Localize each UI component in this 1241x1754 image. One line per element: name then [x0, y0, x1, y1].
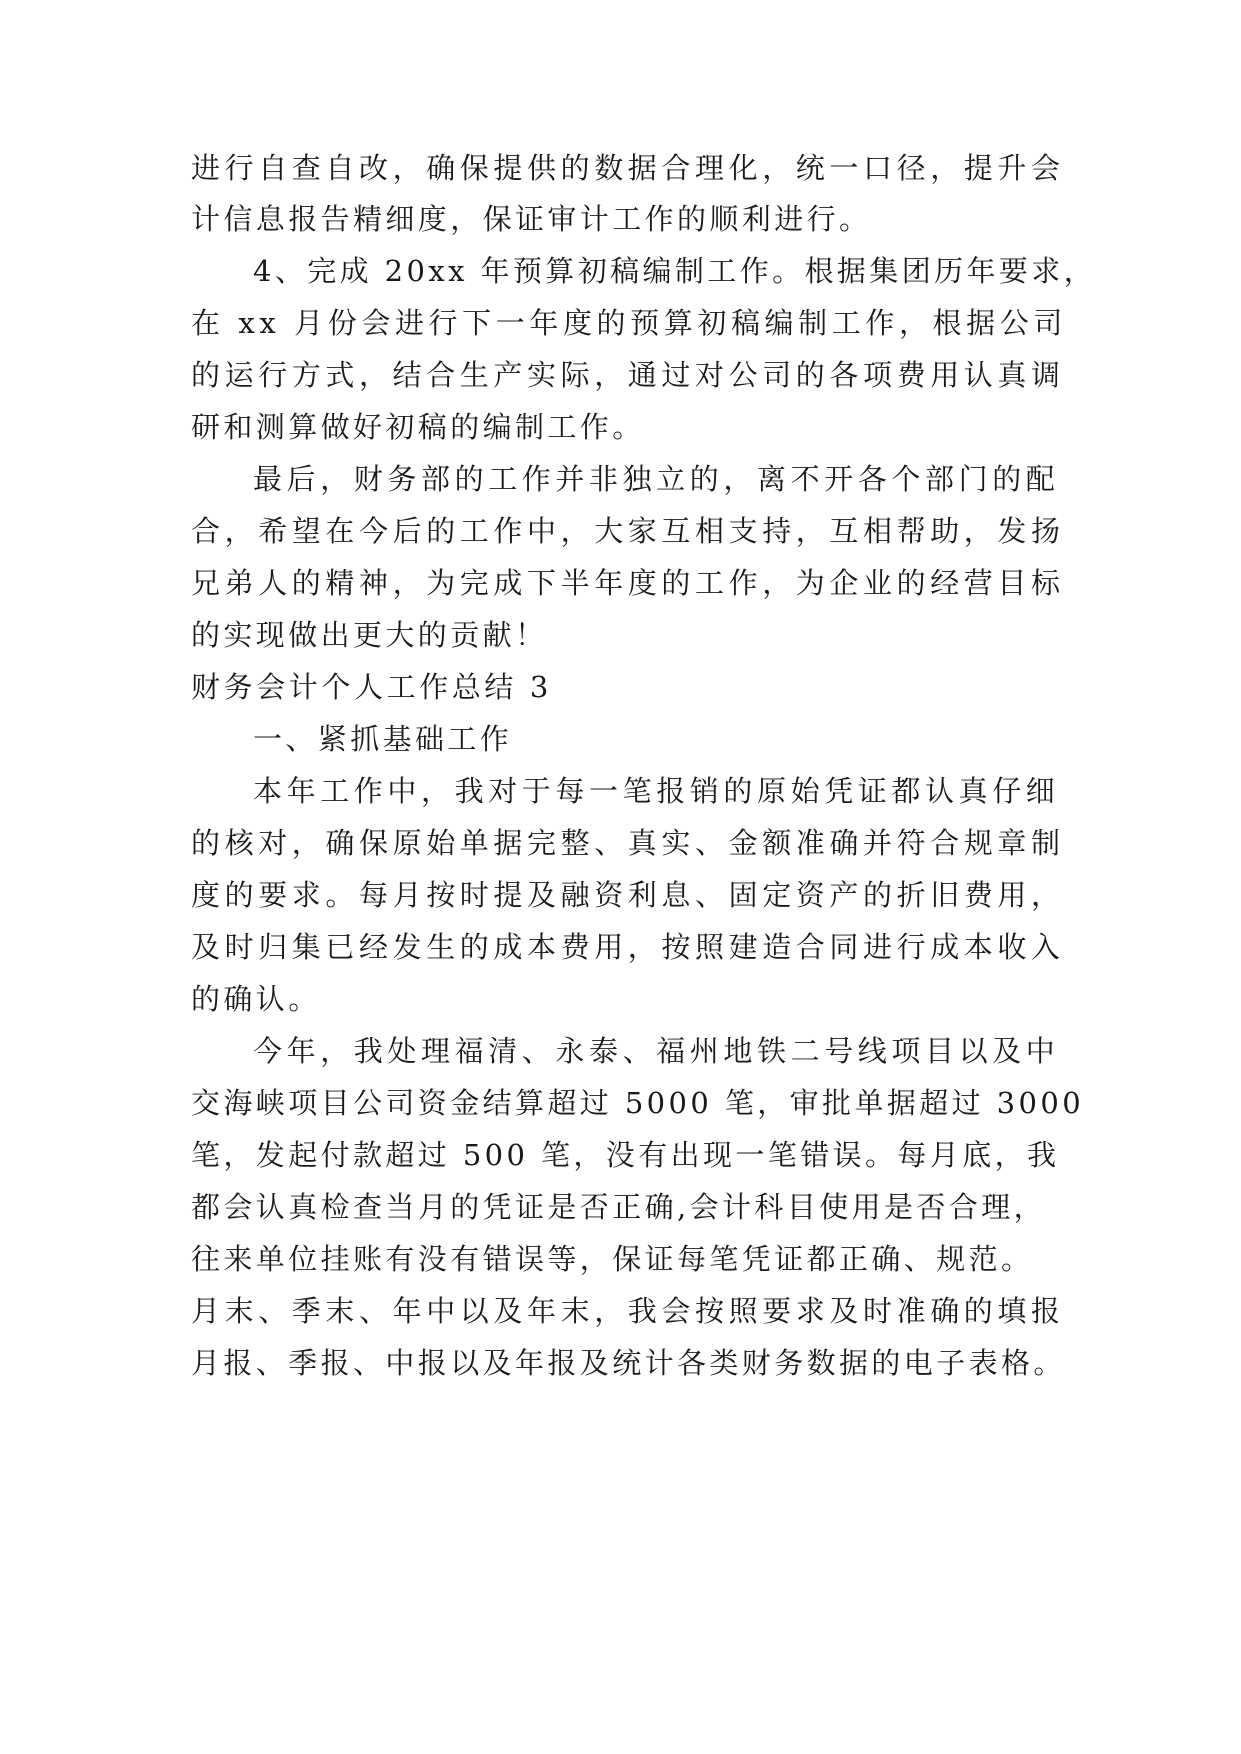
paragraph-line: 今年，我处理福清、永泰、福州地铁二号线项目以及中 — [253, 1034, 1060, 1068]
paragraph-line: 兄弟人的精神，为完成下半年度的工作，为企业的经营目标 — [191, 566, 1065, 600]
paragraph-line: 笔，发起付款超过 500 笔，没有出现一笔错误。每月底，我 — [191, 1138, 1060, 1172]
paragraph-line: 交海峡项目公司资金结算超过 5000 笔，审批单据超过 3000 — [191, 1086, 1085, 1120]
paragraph-line: 在 xx 月份会进行下一年度的预算初稿编制工作，根据公司 — [191, 306, 1067, 340]
paragraph-line: 月报、季报、中报以及年报及统计各类财务数据的电子表格。 — [191, 1346, 1066, 1380]
paragraph-line: 计信息报告精细度，保证审计工作的顺利进行。 — [191, 202, 872, 236]
paragraph-line: 合，希望在今后的工作中，大家互相支持，互相帮助，发扬 — [191, 514, 1065, 548]
paragraph-line: 4、完成 20xx 年预算初稿编制工作。根据集团历年要求， — [253, 254, 1097, 288]
paragraph-line: 度的要求。每月按时提及融资利息、固定资产的折旧费用， — [191, 878, 1065, 912]
paragraph-line: 研和测算做好初稿的编制工作。 — [191, 410, 645, 444]
paragraph-line: 最后，财务部的工作并非独立的，离不开各个部门的配 — [253, 462, 1060, 496]
paragraph-line: 的核对，确保原始单据完整、真实、金额准确并符合规章制 — [191, 826, 1065, 860]
paragraph-line: 往来单位挂账有没有错误等，保证每笔凭证都正确、规范。 — [191, 1242, 1034, 1276]
paragraph-line: 的确认。 — [191, 982, 321, 1016]
paragraph-line: 月末、季末、年中以及年末，我会按照要求及时准确的填报 — [191, 1294, 1065, 1328]
paragraph-line: 的运行方式，结合生产实际，通过对公司的各项费用认真调 — [191, 358, 1065, 392]
paragraph-line: 及时归集已经发生的成本费用，按照建造合同进行成本收入 — [191, 930, 1065, 964]
paragraph-line: 本年工作中，我对于每一笔报销的原始凭证都认真仔细 — [253, 774, 1060, 808]
subsection-heading: 一、紧抓基础工作 — [253, 722, 513, 756]
paragraph-line: 都会认真检查当月的凭证是否正确,会计科目使用是否合理， — [191, 1190, 1047, 1224]
paragraph-line: 的实现做出更大的贡献！ — [191, 618, 548, 652]
paragraph-line: 进行自查自改，确保提供的数据合理化，统一口径，提升会 — [191, 151, 1065, 185]
section-title: 财务会计个人工作总结 3 — [191, 670, 552, 704]
